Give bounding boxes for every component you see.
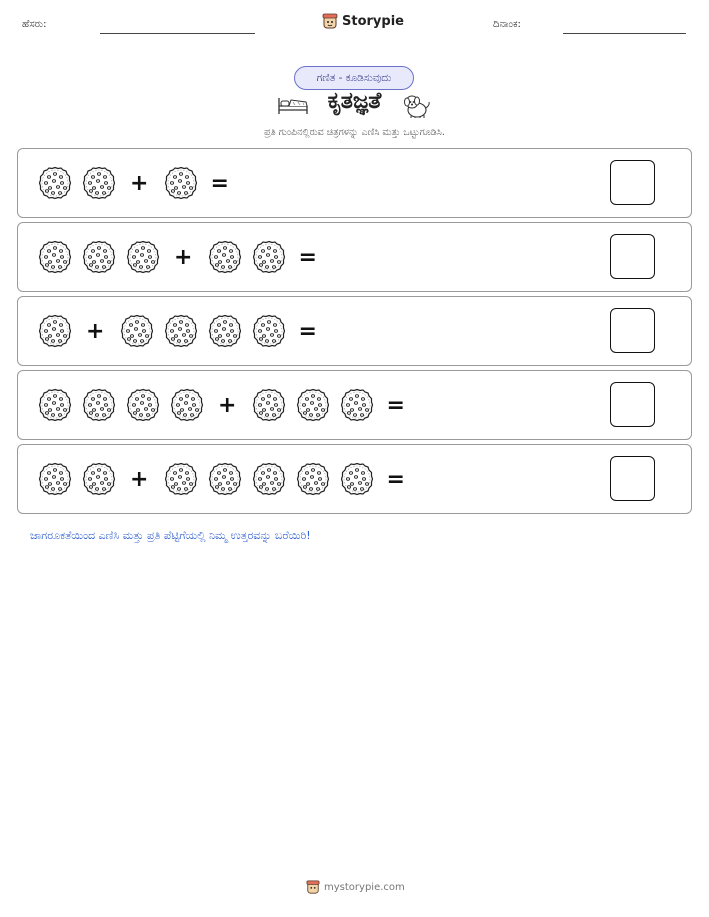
dog-icon (400, 92, 434, 120)
cookie-icon (126, 240, 160, 274)
problem-items (38, 371, 405, 439)
cookie-icon (252, 462, 286, 496)
footer-url[interactable]: mystorypie.com (324, 881, 405, 893)
brand-name: Storypie (342, 13, 404, 29)
equals-sign: = (386, 466, 405, 492)
equals-sign: = (386, 392, 405, 418)
problem-row (17, 148, 692, 218)
cookie-icon (82, 462, 116, 496)
cookie-icon (38, 240, 72, 274)
cookie-icon (164, 166, 198, 200)
cookie-icon (252, 314, 286, 348)
topic-pill: ಗಣಿತ - ಕೂಡಿಸುವುದು (294, 66, 414, 90)
cookie-icon (164, 462, 198, 496)
problem-items (38, 297, 317, 365)
cookie-icon (296, 388, 330, 422)
cookie-icon (38, 314, 72, 348)
cookie-icon (296, 462, 330, 496)
cookie-icon (82, 388, 116, 422)
storypie-logo (322, 13, 404, 29)
cookie-icon (340, 462, 374, 496)
cookie-icon (208, 462, 242, 496)
instructions: ಪ್ರತಿ ಗುಂಪಿನಲ್ಲಿರುವ ಚಿತ್ರಗಳನ್ನು ಎಣಿಸಿ ಮತ್ತು ಒಟ್ಟುಗೂಡಿಸಿ. (264, 127, 445, 138)
cookie-icon (208, 314, 242, 348)
cookie-icon (164, 314, 198, 348)
problem-items (38, 223, 317, 291)
storypie-mascot-icon (322, 13, 338, 29)
problem-row (17, 370, 692, 440)
plus-sign: + (218, 392, 237, 418)
problem-row (17, 444, 692, 514)
cookie-icon (208, 240, 242, 274)
answer-box[interactable] (610, 234, 655, 279)
name-line[interactable] (100, 33, 255, 34)
answer-box[interactable] (610, 160, 655, 205)
plus-sign: + (130, 466, 149, 492)
cookie-icon (38, 388, 72, 422)
storypie-mascot-icon (306, 880, 320, 894)
cookie-icon (126, 388, 160, 422)
plus-sign: + (86, 318, 105, 344)
equals-sign: = (298, 318, 317, 344)
cookie-icon (252, 240, 286, 274)
cookie-icon (340, 388, 374, 422)
worksheet-title: ಕೃತಜ್ಞತೆ (327, 88, 382, 114)
plus-sign: + (130, 170, 149, 196)
plus-sign: + (174, 244, 193, 270)
cookie-icon (82, 166, 116, 200)
date-label: ದಿನಾಂಕ: (493, 19, 521, 30)
cookie-icon (252, 388, 286, 422)
answer-box[interactable] (610, 308, 655, 353)
cookie-icon (170, 388, 204, 422)
name-label: ಹೆಸರು: (22, 19, 47, 30)
cookie-icon (120, 314, 154, 348)
equals-sign: = (210, 170, 229, 196)
date-line[interactable] (563, 33, 686, 34)
equals-sign: = (298, 244, 317, 270)
cookie-icon (38, 166, 72, 200)
problem-row (17, 296, 692, 366)
reminder-note: ಜಾಗರೂಕತೆಯಿಂದ ಎಣಿಸಿ ಮತ್ತು ಪ್ರತಿ ಪೆಟ್ಟಿಗೆಯಲ್ಲಿ ನಿಮ್ಮ ಉತ್ತರವನ್ನು ಬರೆಯಿರಿ! (30, 529, 311, 542)
cookie-icon (82, 240, 116, 274)
answer-box[interactable] (610, 456, 655, 501)
problem-row (17, 222, 692, 292)
cookie-icon (38, 462, 72, 496)
problem-items (38, 445, 405, 513)
footer (306, 880, 405, 894)
answer-box[interactable] (610, 382, 655, 427)
problem-items (38, 149, 229, 217)
